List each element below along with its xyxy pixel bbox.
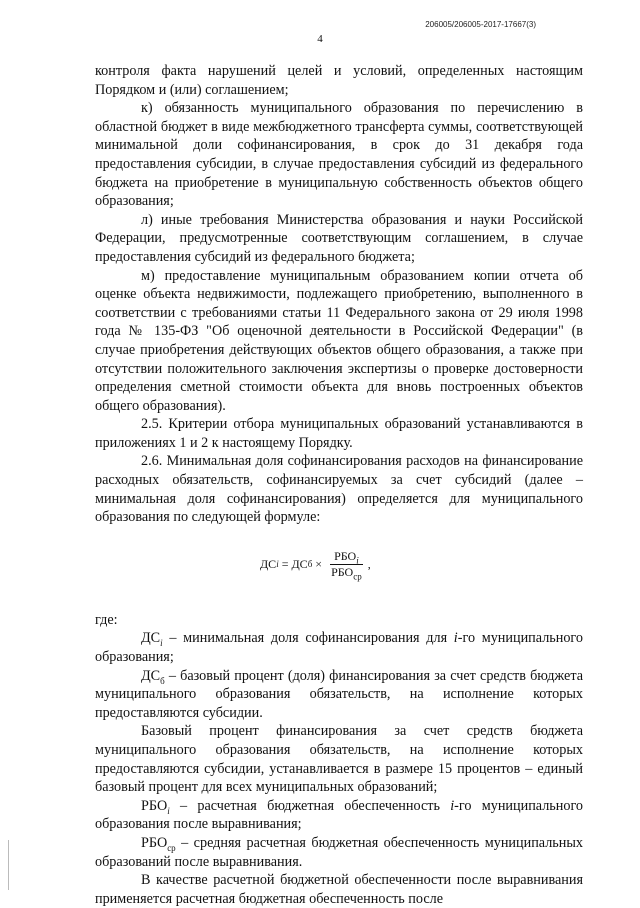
paragraph-continuation: контроля факта нарушений целей и условий, определенных настоящим Порядком и (или) соглашением; — [95, 63, 583, 98]
formula-trail: , — [367, 557, 371, 572]
definition-rboi-sub: i — [167, 805, 170, 816]
definition-rbocp-sub: ср — [167, 842, 176, 853]
definition-dsi-symbol: ДС — [141, 630, 161, 647]
fraction-numerator: РБО — [334, 548, 357, 563]
definition-rbocp-text: – средняя расчетная бюджетная обеспеченность муниципальных образований после выравнивания. — [95, 834, 583, 870]
definition-rbocp-symbol: РБО — [141, 834, 168, 851]
paragraph-2-5: 2.5. Критерии отбора муниципальных образований устанавливаются в приложениях 1 и 2 к настоящему Порядку. — [95, 416, 583, 451]
formula-base: ДС — [291, 557, 308, 572]
definition-dsb-text: – базовый процент (доля) финансирования за счет средств бюджета муниципального образования обязательств, на исполнение которых предоставляются субсидии. — [95, 667, 583, 721]
definition-rboi — [95, 797, 583, 834]
paragraph-m: м) предоставление муниципальным образованием копии отчета об оценке объекта недвижимости, подлежащего приобретению, выполненного в соответствии с требованиями статьи 11 Федерального закона от 29 июля 1998 года № 135-ФЗ "Об оценочной деятельности в Российской Федерации" (в случае приобретения действующих объектов общего образования, а также при отсутствии положительного заключения экспертизы о проверке достоверности определения сметной стоимости объекта для вновь построенных объектов общего образования). — [95, 267, 583, 414]
document-id: 206005/206005-2017-17667(3) — [425, 20, 536, 29]
fraction-numerator-sub: i — [356, 555, 359, 566]
document-body — [95, 62, 583, 908]
page-number: 4 — [317, 33, 323, 45]
definition-rboi-var: i — [450, 797, 455, 814]
formula-equals: = — [278, 557, 292, 572]
formula-lhs-sub: i — [276, 559, 279, 570]
definition-dsi — [95, 629, 583, 666]
paragraph-final: В качестве расчетной бюджетной обеспеченности после выравнивания применяется расчетная бюджетная обеспеченность после — [95, 872, 583, 907]
definition-base-percent: Базовый процент финансирования за счет средств бюджета муниципального образования обязательств, на исполнение которых предоставляются субсидии, устанавливается в размере 15 процентов – единый базовый процент для всех муниципальных образований; — [95, 723, 583, 796]
definition-rboi-text-b: -го муниципального образования после выравнивания; — [95, 797, 584, 833]
definition-dsi-sub: i — [160, 638, 163, 649]
scan-margin-line — [8, 840, 9, 890]
definition-dsb-sub: б — [160, 675, 165, 686]
definition-dsi-var: i — [453, 630, 458, 647]
definition-rbocp — [95, 834, 583, 871]
paragraph-l: л) иные требования Министерства образования и науки Российской Федерации, предусмотренные соответствующим соглашением, в случае предоставления субсидий из федерального бюджета; — [95, 211, 583, 265]
fraction-denominator-sub: ср — [353, 571, 362, 582]
definition-rboi-text-a: – расчетная бюджетная обеспеченность — [169, 797, 451, 814]
definition-rboi-symbol: РБО — [141, 797, 168, 814]
definition-dsb-symbol: ДС — [141, 667, 161, 684]
formula: ДС i = ДС б × $\frac{РБО_i}{РБО_{ср}}$ , — [260, 548, 371, 582]
formula-lhs: ДС — [260, 557, 277, 572]
definition-dsi-text-a: – минимальная доля софинансирования для — [162, 630, 454, 647]
definition-dsi-text-b: -го муниципального образования; — [95, 630, 583, 666]
formula-fraction — [327, 549, 366, 580]
paragraph-2-6: 2.6. Минимальная доля софинансирования расходов на финансирование расходных обязательств, софинансируемых за счет субсидий (далее – минимальная доля софинансирования) определяется для муниципального образования по следующей формуле: — [95, 453, 583, 526]
where-label: где: — [95, 611, 118, 628]
formula-times: × — [312, 557, 326, 572]
fraction-denominator: РБО — [331, 564, 354, 579]
paragraph-k: к) обязанность муниципального образования по перечислению в областной бюджет в виде межбюджетного трансферта суммы, соответствующей минимальной доли софинансирования, в срок до 31 декабря года предоставления субсидии, в случае предоставления субсидий из федерального бюджета на приобретение в муниципальную собственность объектов общего образования; — [95, 100, 583, 210]
definition-dsb — [95, 667, 583, 723]
